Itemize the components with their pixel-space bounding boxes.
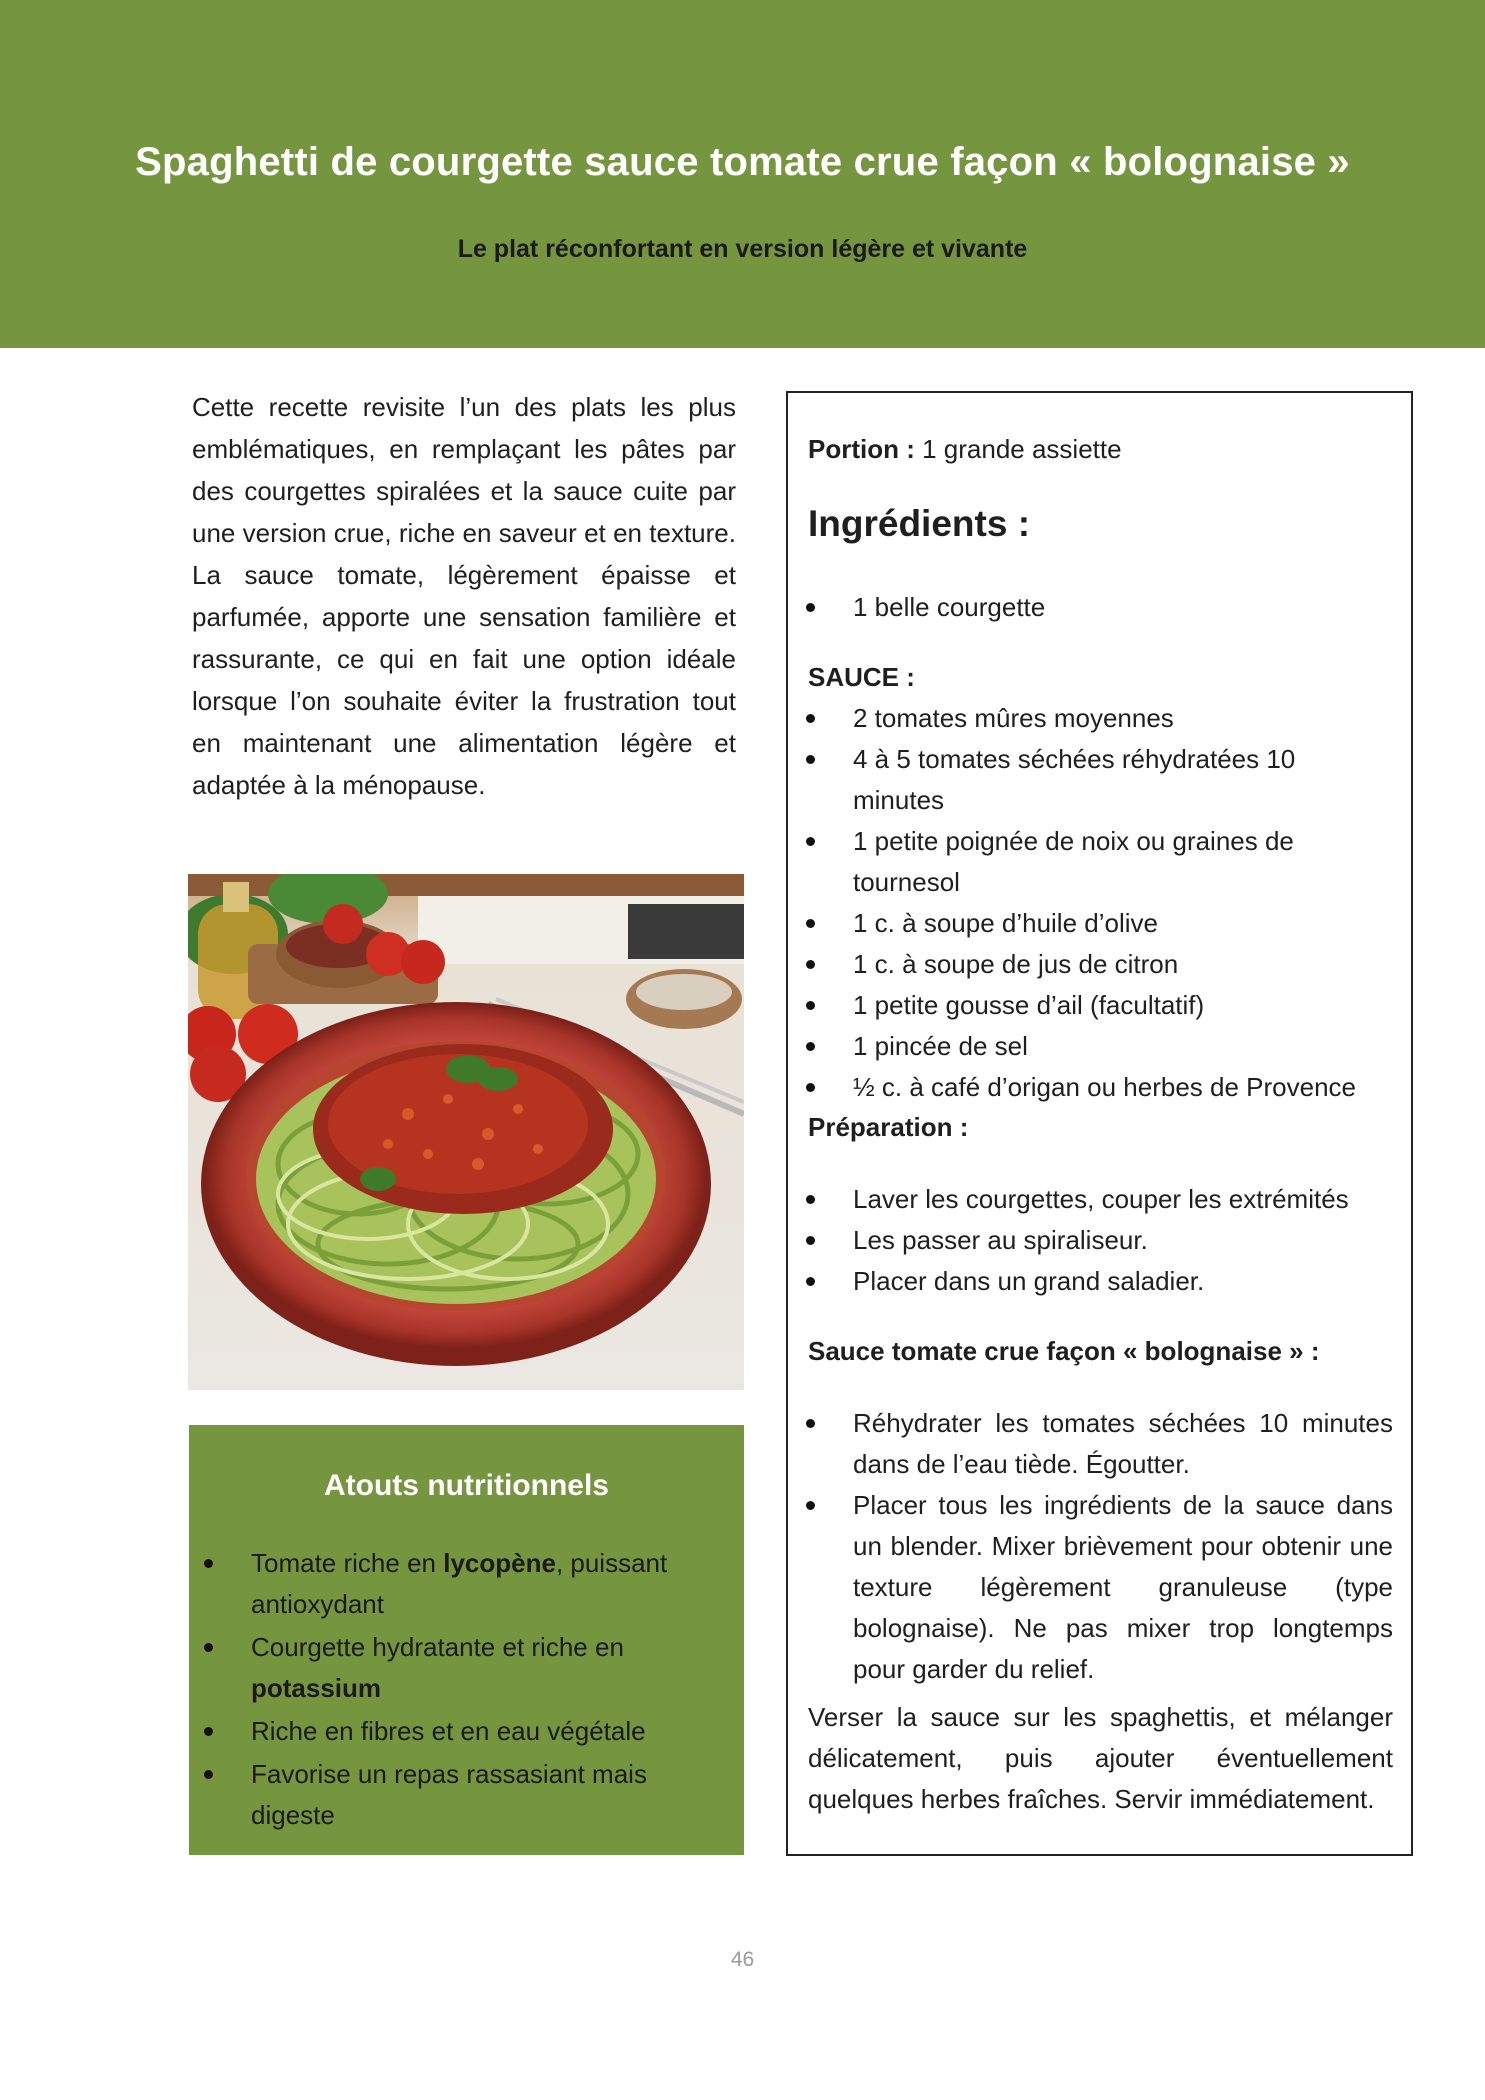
nutrition-box [189, 1425, 744, 1855]
bullet-icon [806, 1001, 815, 1010]
item-text: 2 tomates mûres moyennes [853, 703, 1174, 733]
list-item [853, 1067, 1393, 1108]
bullet-icon [806, 1419, 815, 1428]
list-item [853, 821, 1393, 903]
item-text: 1 c. à soupe de jus de citron [853, 949, 1179, 979]
portion-value: 1 grande assiette [914, 434, 1122, 464]
main-ingredients-list [808, 587, 1393, 628]
bullet-icon [806, 919, 815, 928]
item-text: Placer tous les ingrédients de la sauce dans un blender. Mixer brièvement pour obtenir une texture légèrement granuleuse (type bolognaise). Ne pas mixer trop longtemps pour garder du relief. [853, 1490, 1393, 1684]
item-text: , puissant antioxydant [251, 1548, 668, 1619]
preparation-list [808, 1179, 1393, 1302]
list-item [853, 698, 1393, 739]
item-text: 1 pincée de sel [853, 1031, 1028, 1061]
bullet-icon [806, 603, 815, 612]
preparation-title-text: Préparation : [808, 1112, 969, 1142]
item-text: Réhydrater les tomates séchées 10 minutes dans de l’eau tiède. Égoutter. [853, 1408, 1393, 1479]
header-banner [0, 0, 1485, 348]
item-bold: potassium [251, 1673, 382, 1703]
bullet-icon [806, 1501, 815, 1510]
page-title: Spaghetti de courgette sauce tomate crue façon « bolognaise » [135, 140, 1350, 184]
item-bold: lycopène [443, 1548, 556, 1578]
item-text: Placer dans un grand saladier. [853, 1266, 1205, 1296]
item-text: 1 belle courgette [853, 592, 1046, 622]
portion-line [808, 429, 1393, 470]
item-text: 1 petite poignée de noix ou graines de tournesol [853, 826, 1294, 897]
list-item [853, 1179, 1393, 1220]
bullet-icon [806, 1236, 815, 1245]
bullet-icon [806, 1083, 815, 1092]
item-text: 1 petite gousse d’ail (facultatif) [853, 990, 1205, 1020]
list-item [853, 903, 1393, 944]
list-item [853, 1485, 1393, 1690]
bullet-icon [204, 1559, 213, 1568]
list-item [853, 1261, 1393, 1302]
list-item [251, 1754, 721, 1836]
bullet-icon [806, 755, 815, 764]
bullet-icon [204, 1770, 213, 1779]
item-text: Tomate riche en [251, 1548, 444, 1578]
item-text: 4 à 5 tomates séchées réhydratées 10 minutes [853, 744, 1296, 815]
item-text: Courgette hydratante et riche en [251, 1632, 624, 1662]
list-item [251, 1711, 721, 1752]
item-text: 1 c. à soupe d’huile d’olive [853, 908, 1158, 938]
list-item [853, 1220, 1393, 1261]
item-text: ½ c. à café d’origan ou herbes de Provence [853, 1072, 1356, 1102]
item-text: Favorise un repas rassasiant mais digeste [251, 1759, 647, 1830]
bullet-icon [806, 1277, 815, 1286]
list-item [853, 944, 1393, 985]
nutrition-list [251, 1543, 721, 1838]
bullet-icon [806, 960, 815, 969]
sauce-title [808, 657, 1393, 698]
bullet-icon [806, 714, 815, 723]
final-paragraph: Verser la sauce sur les spaghettis, et mélanger délicatement, puis ajouter éventuellement quelques herbes fraîches. Servir immédiatement. [808, 1702, 1393, 1814]
portion-label: Portion : [808, 434, 915, 464]
sauce-prep-title-text: Sauce tomate crue façon « bolognaise » : [808, 1336, 1320, 1366]
list-item [853, 1403, 1393, 1485]
bullet-icon [806, 837, 815, 846]
page-number: 46 [730, 1948, 755, 1971]
item-text: Laver les courgettes, couper les extrémités [853, 1184, 1349, 1214]
item-text: Riche en fibres et en eau végétale [251, 1716, 646, 1746]
page-subtitle: Le plat réconfortant en version légère et vivante [457, 235, 1028, 263]
dish-photo [188, 874, 744, 1390]
list-item [853, 739, 1393, 821]
bullet-icon [204, 1643, 213, 1652]
bullet-icon [204, 1727, 213, 1736]
bullet-icon [806, 1042, 815, 1051]
list-item [251, 1627, 721, 1709]
sauce-steps-list [808, 1403, 1393, 1690]
nutrition-title: Atouts nutritionnels [324, 1469, 609, 1502]
sauce-ingredients-list [808, 698, 1393, 1108]
sauce-prep-title [808, 1331, 1393, 1372]
ingredients-title: Ingrédients : [808, 503, 1031, 544]
item-text: Les passer au spiraliseur. [853, 1225, 1148, 1255]
sauce-title-text: SAUCE : [808, 662, 915, 692]
bullet-icon [806, 1195, 815, 1204]
list-item [853, 1026, 1393, 1067]
recipe-box [786, 391, 1413, 1856]
intro-paragraph: Cette recette revisite l’un des plats les plus emblématiques, en remplaçant les pâtes par des courgettes spiralées et la sauce cuite par une version crue, riche en saveur et en texture. La sauce tomate, légèrement épaisse et parfumée, apporte une sensation familière et rassurante, ce qui en fait une option idéale lorsque l’on souhaite éviter la frustration tout en maintenant une alimentation légère et adaptée à la ménopause. [192, 392, 736, 800]
list-item [251, 1543, 721, 1625]
list-item [853, 587, 1393, 628]
list-item [853, 985, 1393, 1026]
preparation-title [808, 1107, 1393, 1148]
